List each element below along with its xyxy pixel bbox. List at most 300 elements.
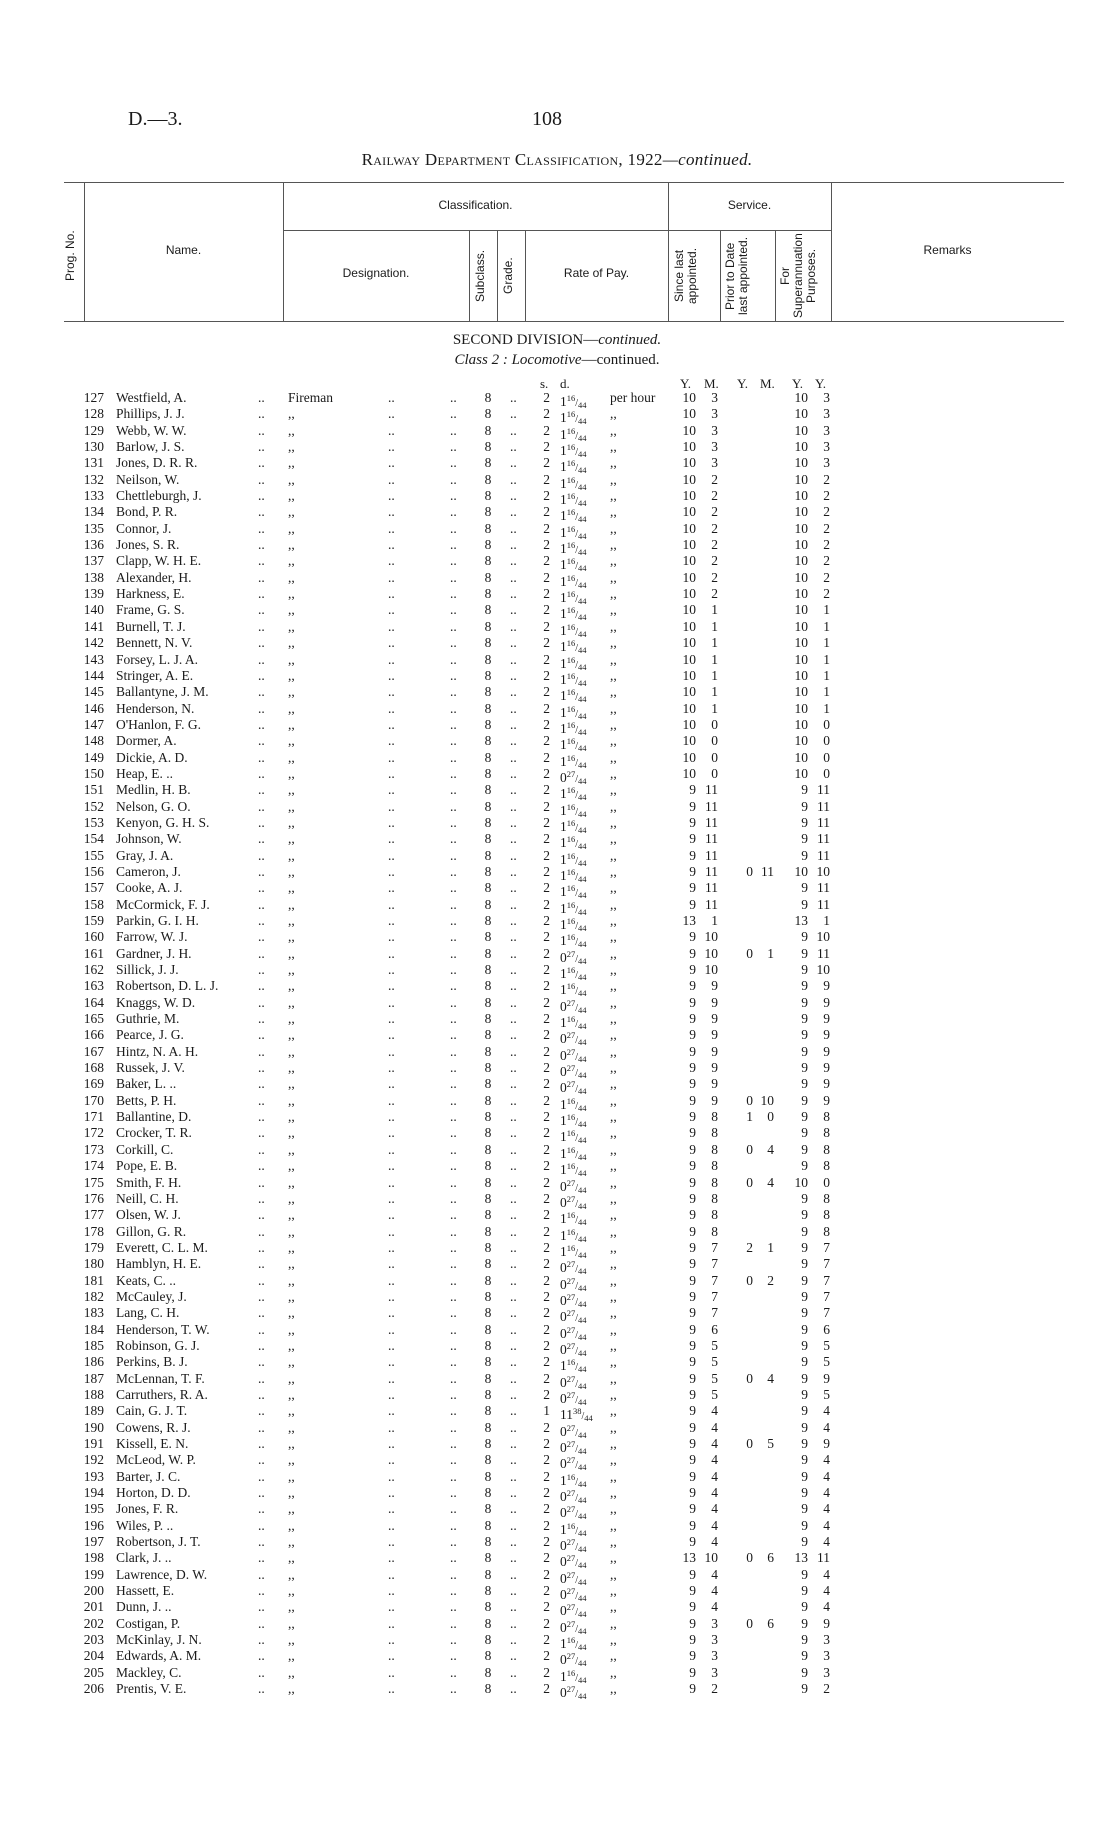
rate-unit-cell: ,, (610, 1109, 617, 1125)
since-years-cell: 10 (682, 602, 696, 618)
name-cell: Bond, P. R. (116, 504, 178, 520)
prog-no-cell: 199 (83, 1566, 104, 1582)
shillings-cell: 2 (543, 1174, 550, 1190)
dot-leader: .. (388, 1239, 395, 1255)
shillings-cell: 2 (543, 406, 550, 422)
dot-leader: .. (450, 1272, 457, 1288)
dot-leader: .. (510, 847, 517, 863)
dot-leader: .. (450, 439, 457, 455)
rate-unit-cell: ,, (610, 765, 617, 781)
pence-whole: 0 (560, 949, 567, 965)
fraction-slash: / (575, 937, 579, 949)
pence-fraction-denominator: 44 (578, 1642, 587, 1653)
designation-cell: ,, (288, 1109, 295, 1125)
name-cell: Robertson, J. T. (116, 1534, 201, 1550)
super-years-cell: 9 (801, 1354, 808, 1370)
since-years-cell: 9 (689, 1534, 696, 1550)
pence-fraction-denominator: 44 (578, 1691, 587, 1702)
pence-fraction-denominator: 44 (578, 530, 587, 541)
pence-fraction-denominator: 44 (578, 873, 587, 884)
shillings-cell: 2 (543, 651, 550, 667)
rate-unit-cell: ,, (610, 1452, 617, 1468)
super-years-cell: 9 (801, 1321, 808, 1337)
name-cell: Neilson, W. (116, 471, 180, 487)
rate-unit-cell: ,, (610, 1256, 617, 1272)
pence-fraction-numerator: 16 (566, 801, 576, 812)
designation-cell: ,, (288, 863, 295, 879)
since-years-cell: 13 (682, 913, 696, 928)
prog-no-cell: 173 (83, 1141, 104, 1157)
dot-leader: .. (510, 945, 517, 961)
subclass-cell: 8 (484, 1158, 492, 1174)
dot-leader: .. (258, 1354, 265, 1370)
pence-fraction-numerator: 16 (566, 1128, 576, 1139)
since-years-cell: 9 (689, 1174, 696, 1190)
table-row (0, 880, 1114, 901)
super-years-cell: 9 (801, 1092, 808, 1108)
pence-fraction-numerator: 16 (566, 1210, 576, 1221)
pence-whole: 1 (560, 1668, 567, 1684)
dot-leader: .. (450, 1403, 457, 1419)
pence-fraction-numerator: 16 (566, 393, 576, 403)
dot-leader: .. (450, 978, 457, 994)
prog-no-cell: 168 (83, 1060, 104, 1076)
rate-unit-cell: ,, (610, 1468, 617, 1484)
dot-leader: .. (450, 1615, 457, 1631)
super-months-cell: 4 (823, 1583, 830, 1599)
dot-leader: .. (450, 1207, 457, 1223)
shillings-cell: 2 (543, 700, 550, 716)
super-years-cell: 9 (801, 1011, 808, 1027)
name-cell: Connor, J. (116, 520, 172, 536)
pence-whole: 1 (560, 982, 567, 998)
since-months-cell: 7 (711, 1272, 718, 1288)
name-cell: Gardner, J. H. (116, 945, 192, 961)
dot-leader: .. (510, 1485, 517, 1501)
super-months-cell: 8 (823, 1223, 830, 1239)
dot-leader: .. (258, 1550, 265, 1566)
since-months-cell: 11 (705, 896, 718, 912)
subclass-cell: 8 (484, 880, 492, 896)
rate-unit-cell: ,, (610, 1288, 617, 1304)
since-months-cell: 1 (711, 667, 718, 683)
since-years-cell: 9 (689, 1583, 696, 1599)
pence-fraction-denominator: 44 (578, 972, 587, 983)
dot-leader: .. (450, 635, 457, 651)
rate-unit-cell: ,, (610, 962, 617, 978)
table-row (0, 733, 1114, 754)
since-months-cell: 7 (711, 1305, 718, 1321)
name-cell: Lang, C. H. (116, 1305, 180, 1321)
super-months-cell: 11 (817, 814, 830, 830)
designation-cell: ,, (288, 1517, 295, 1533)
since-months-cell: 0 (711, 733, 718, 749)
dot-leader: .. (450, 1256, 457, 1272)
division-suffix: continued. (598, 332, 662, 348)
prior-months-cell: 11 (761, 863, 774, 879)
prog-no-cell: 172 (83, 1125, 104, 1141)
shillings-cell: 2 (543, 880, 550, 896)
super-months-cell: 9 (823, 1436, 830, 1451)
table-row (0, 782, 1114, 803)
shillings-cell: 2 (543, 1141, 550, 1157)
super-years-cell: 9 (801, 1534, 808, 1550)
fraction-slash: / (575, 1672, 579, 1684)
prog-no-cell: 200 (83, 1583, 104, 1599)
pence-fraction-numerator: 27 (566, 1193, 576, 1204)
pence-fraction-denominator: 44 (578, 432, 587, 443)
since-years-cell: 10 (682, 586, 696, 602)
pence-fraction-numerator: 27 (566, 1651, 576, 1662)
pence-whole: 1 (560, 688, 567, 704)
pence-fraction-denominator: 44 (584, 1413, 593, 1424)
shillings-cell: 2 (543, 765, 550, 781)
fraction-slash: / (575, 1427, 579, 1439)
super-months-cell: 5 (823, 1354, 830, 1370)
subclass-cell: 8 (484, 962, 492, 978)
super-years-cell: 9 (801, 896, 808, 912)
since-years-cell: 9 (689, 782, 696, 798)
dot-leader: .. (450, 847, 457, 863)
prog-no-cell: 140 (83, 602, 104, 618)
pence-fraction-denominator: 44 (578, 1266, 587, 1277)
pence-fraction-numerator: 27 (566, 1275, 576, 1286)
super-months-cell: 5 (823, 1386, 830, 1402)
dot-leader: .. (388, 1060, 395, 1076)
pence-fraction-numerator: 16 (566, 442, 576, 453)
rate-unit-cell: ,, (610, 1436, 617, 1451)
rate-unit-cell: ,, (610, 863, 617, 879)
dot-leader: .. (510, 1125, 517, 1141)
designation-cell: ,, (288, 602, 295, 618)
since-years-cell: 9 (689, 1207, 696, 1223)
dot-leader: .. (258, 716, 265, 732)
pence-whole: 0 (560, 1505, 567, 1521)
shillings-cell: 2 (543, 749, 550, 765)
name-cell: Jones, D. R. R. (116, 455, 198, 471)
subclass-cell: 8 (484, 1256, 492, 1272)
super-years-cell: 9 (801, 1207, 808, 1223)
pence-whole: 0 (560, 1440, 567, 1455)
pence-whole: 0 (560, 1047, 567, 1063)
rate-unit-cell: ,, (610, 1501, 617, 1517)
col-header-prog-no: Prog. No. (63, 230, 77, 282)
fraction-slash: / (575, 1542, 579, 1554)
prog-no-cell: 190 (83, 1419, 104, 1435)
rate-unit-cell: ,, (610, 749, 617, 765)
prog-no-cell: 175 (83, 1174, 104, 1190)
pence-fraction-denominator: 44 (578, 1674, 587, 1685)
since-months-cell: 8 (711, 1109, 718, 1125)
pence-fraction-denominator: 44 (578, 1576, 587, 1587)
since-months-cell: 3 (711, 1664, 718, 1680)
pence-fraction-numerator: 27 (566, 1439, 576, 1449)
pence-fraction-denominator: 44 (578, 416, 587, 427)
pence-fraction-denominator: 44 (578, 1495, 587, 1506)
dot-leader: .. (388, 586, 395, 602)
designation-cell: ,, (288, 667, 295, 683)
designation-cell: ,, (288, 1583, 295, 1599)
dot-leader: .. (388, 455, 395, 471)
super-months-cell: 11 (817, 896, 830, 912)
table-row (0, 1337, 1114, 1358)
dot-leader: .. (258, 1288, 265, 1304)
designation-cell: ,, (288, 586, 295, 602)
dot-leader: .. (388, 863, 395, 879)
pence-whole: 0 (560, 1064, 567, 1080)
dot-leader: .. (258, 488, 265, 504)
prog-no-cell: 164 (83, 994, 104, 1010)
pence-fraction-numerator: 16 (566, 621, 576, 632)
dot-leader: .. (258, 945, 265, 961)
dot-leader: .. (258, 700, 265, 716)
dot-leader: .. (388, 684, 395, 700)
pence-whole: 0 (560, 1260, 567, 1276)
dot-leader: .. (258, 1207, 265, 1223)
super-months-cell: 9 (823, 1011, 830, 1027)
pence-whole: 1 (560, 475, 567, 491)
table-row (0, 1370, 1114, 1391)
dot-leader: .. (510, 1517, 517, 1533)
since-years-cell: 9 (689, 1027, 696, 1043)
prog-no-cell: 158 (83, 896, 104, 912)
col-header-service: Service. (727, 198, 772, 212)
designation-cell: ,, (288, 1190, 295, 1206)
subclass-cell: 8 (484, 553, 492, 569)
prior-years-cell: 0 (746, 1370, 753, 1386)
pence-fraction-denominator: 44 (578, 906, 587, 917)
dot-leader: .. (388, 1403, 395, 1419)
dot-leader: .. (258, 1517, 265, 1533)
dot-leader: .. (450, 1566, 457, 1582)
fraction-slash: / (575, 1133, 579, 1145)
prior-years-cell: 0 (746, 1272, 753, 1288)
dot-leader: .. (510, 814, 517, 830)
designation-cell: ,, (288, 962, 295, 978)
name-cell: Henderson, T. W. (116, 1321, 210, 1337)
prog-no-cell: 165 (83, 1011, 104, 1027)
dot-leader: .. (258, 1664, 265, 1680)
super-months-cell: 7 (823, 1305, 830, 1321)
pence-whole: 1 (560, 851, 567, 867)
name-cell: Dormer, A. (116, 733, 177, 749)
rate-unit-cell: ,, (610, 1141, 617, 1157)
rate-unit-cell: ,, (610, 1517, 617, 1533)
fraction-slash: / (575, 692, 579, 704)
rate-unit-cell: ,, (610, 1027, 617, 1043)
fraction-slash: / (575, 1100, 579, 1112)
pence-fraction-denominator: 44 (578, 710, 587, 721)
rate-unit-cell: per hour (610, 390, 656, 405)
designation-cell: ,, (288, 1485, 295, 1501)
since-years-cell: 10 (682, 765, 696, 781)
col-header-rate-of-pay: Rate of Pay. (563, 266, 630, 280)
pence-fraction-denominator: 44 (578, 1380, 587, 1391)
dot-leader: .. (388, 929, 395, 945)
name-cell: Crocker, T. R. (116, 1125, 192, 1141)
dot-leader: .. (510, 1354, 517, 1370)
pence-whole: 0 (560, 1080, 567, 1096)
dot-leader: .. (450, 1174, 457, 1190)
pence-fraction-denominator: 44 (578, 1331, 587, 1342)
fraction-slash: / (575, 1493, 579, 1505)
designation-cell: ,, (288, 1305, 295, 1321)
subclass-cell: 8 (484, 700, 492, 716)
pence-whole: 0 (560, 1619, 567, 1635)
subclass-cell: 8 (484, 684, 492, 700)
super-years-cell: 9 (801, 1583, 808, 1599)
pence-whole: 0 (560, 1538, 567, 1554)
pence-fraction-numerator: 27 (566, 948, 576, 959)
super-years-cell: 9 (801, 1632, 808, 1648)
since-months-cell: 4 (711, 1534, 718, 1550)
prog-no-cell: 194 (83, 1485, 104, 1501)
since-months-cell: 4 (711, 1599, 718, 1615)
rate-unit-cell: ,, (610, 1681, 617, 1697)
since-years-cell: 10 (682, 684, 696, 700)
rate-unit-cell: ,, (610, 1337, 617, 1353)
table-row (0, 504, 1114, 525)
since-years-cell: 9 (689, 1321, 696, 1337)
fraction-slash: / (575, 724, 579, 736)
super-months-cell: 4 (823, 1403, 830, 1419)
since-years-cell: 9 (689, 1615, 696, 1631)
prog-no-cell: 181 (83, 1272, 104, 1288)
super-years-cell: 9 (801, 847, 808, 863)
designation-cell: ,, (288, 994, 295, 1010)
dot-leader: .. (258, 602, 265, 618)
dot-leader: .. (510, 1158, 517, 1174)
pence-fraction-denominator: 44 (578, 579, 587, 590)
since-years-cell: 9 (689, 978, 696, 994)
dot-leader: .. (510, 439, 517, 455)
fraction-slash: / (575, 1280, 579, 1292)
prog-no-cell: 141 (83, 618, 104, 634)
col-header-prior-to-date: Prior to Date last appointed. (723, 236, 750, 316)
super-years-cell: 9 (801, 962, 808, 978)
since-years-cell: 9 (689, 1272, 696, 1288)
rate-unit-cell: ,, (610, 831, 617, 847)
dot-leader: .. (388, 880, 395, 896)
pence-fraction-denominator: 44 (578, 1625, 587, 1636)
super-years-cell: 10 (794, 488, 808, 504)
dot-leader: .. (510, 913, 517, 928)
pence-fraction-denominator: 44 (578, 400, 587, 410)
fraction-slash: / (575, 1574, 579, 1586)
table-row (0, 1468, 1114, 1489)
designation-cell: ,, (288, 749, 295, 765)
since-months-cell: 3 (711, 422, 718, 438)
subclass-cell: 8 (484, 1534, 492, 1550)
shillings-cell: 2 (543, 847, 550, 863)
dot-leader: .. (510, 1534, 517, 1550)
dot-leader: .. (388, 945, 395, 961)
subclass-cell: 8 (484, 814, 492, 830)
since-months-cell: 7 (711, 1288, 718, 1304)
super-years-cell: 9 (801, 1485, 808, 1501)
dot-leader: .. (388, 390, 395, 405)
super-months-cell: 9 (823, 1027, 830, 1043)
since-years-cell: 9 (689, 896, 696, 912)
designation-cell: ,, (288, 1223, 295, 1239)
dot-leader: .. (388, 1681, 395, 1697)
since-years-cell: 9 (689, 863, 696, 879)
dot-leader: .. (450, 962, 457, 978)
name-cell: Henderson, N. (116, 700, 195, 716)
dot-leader: .. (510, 831, 517, 847)
pence-whole: 1 (560, 410, 567, 426)
shillings-cell: 2 (543, 1354, 550, 1370)
pence-fraction-numerator: 16 (566, 1226, 576, 1237)
since-years-cell: 9 (689, 1452, 696, 1468)
since-months-cell: 11 (705, 798, 718, 814)
subclass-cell: 8 (484, 1337, 492, 1353)
prog-no-cell: 193 (83, 1468, 104, 1484)
fraction-slash: / (575, 953, 579, 965)
since-months-cell: 9 (711, 1027, 718, 1043)
dot-leader: .. (388, 1076, 395, 1092)
dot-leader: .. (450, 602, 457, 618)
fraction-slash: / (575, 1476, 579, 1488)
dot-leader: .. (388, 439, 395, 455)
pence-whole: 1 (560, 737, 567, 753)
table-row (0, 1648, 1114, 1669)
subclass-cell: 8 (484, 1419, 492, 1435)
pence-whole: 1 (560, 1636, 567, 1652)
shillings-cell: 2 (543, 733, 550, 749)
table-row (0, 1485, 1114, 1506)
pence-whole: 1 (560, 590, 567, 606)
subclass-cell: 8 (484, 798, 492, 814)
super-months-cell: 4 (823, 1452, 830, 1468)
shillings-cell: 2 (543, 929, 550, 945)
since-months-cell: 1 (711, 684, 718, 700)
designation-cell: ,, (288, 1272, 295, 1288)
pence-fraction-denominator: 44 (578, 1021, 587, 1032)
rate-unit-cell: ,, (610, 455, 617, 471)
rate-unit-cell: ,, (610, 896, 617, 912)
fraction-slash: / (575, 1084, 579, 1096)
since-years-cell: 9 (689, 1092, 696, 1108)
dot-leader: .. (258, 1141, 265, 1157)
fraction-slash: / (575, 1149, 579, 1161)
pence-fraction-numerator: 16 (566, 687, 576, 698)
unit-months-super: Y. (815, 376, 826, 391)
dot-leader: .. (450, 667, 457, 683)
dot-leader: .. (450, 1468, 457, 1484)
prog-no-cell: 185 (83, 1337, 104, 1353)
name-cell: Cain, G. J. T. (116, 1403, 188, 1419)
designation-cell: ,, (288, 1566, 295, 1582)
super-years-cell: 13 (794, 913, 808, 928)
pence-whole: 1 (560, 1472, 567, 1488)
shillings-cell: 2 (543, 814, 550, 830)
dot-leader: .. (388, 1534, 395, 1550)
since-years-cell: 10 (682, 667, 696, 683)
subclass-cell: 8 (484, 618, 492, 634)
pence-whole: 1 (560, 1211, 567, 1227)
dot-leader: .. (388, 896, 395, 912)
name-cell: Sillick, J. J. (116, 962, 179, 978)
rate-unit-cell: ,, (610, 700, 617, 716)
since-years-cell: 13 (682, 1550, 696, 1566)
dot-leader: .. (450, 700, 457, 716)
super-years-cell: 10 (794, 749, 808, 765)
super-years-cell: 10 (794, 553, 808, 569)
dot-leader: .. (450, 1386, 457, 1402)
prog-no-cell: 195 (83, 1501, 104, 1517)
col-header-remarks: Remarks (923, 243, 972, 257)
